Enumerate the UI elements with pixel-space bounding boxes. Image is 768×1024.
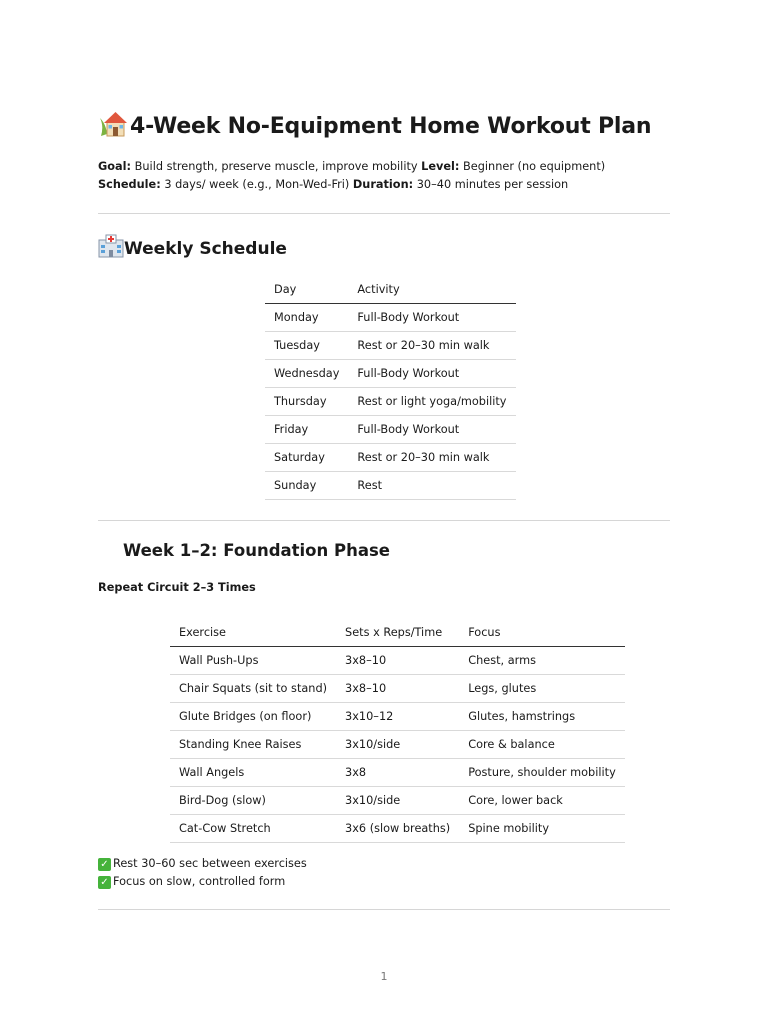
table-cell: Legs, glutes: [459, 675, 625, 703]
note-text: Focus on slow, controlled form: [113, 875, 286, 888]
table-cell: Tuesday: [265, 332, 348, 360]
page-title-text: 4-Week No-Equipment Home Workout Plan: [130, 113, 652, 139]
list-item: [98, 873, 307, 891]
schedule-label: Schedule:: [98, 178, 161, 191]
weekly-schedule-heading-text: Weekly Schedule: [124, 238, 287, 259]
table-cell: Chair Squats (sit to stand): [170, 675, 336, 703]
circuit-subheading: Repeat Circuit 2–3 Times: [98, 581, 256, 594]
table-cell: Full-Body Workout: [348, 416, 515, 444]
column-header: Sets x Reps/Time: [336, 618, 459, 647]
table-row: [265, 304, 516, 332]
divider: [98, 520, 670, 521]
table-cell: Monday: [265, 304, 348, 332]
table-row: [170, 675, 625, 703]
exercise-table: [170, 618, 625, 843]
table-cell: Chest, arms: [459, 647, 625, 675]
page-title: [98, 108, 651, 144]
table-header-row: [170, 618, 625, 647]
table-cell: Bird-Dog (slow): [170, 787, 336, 815]
table-cell: 3x10/side: [336, 787, 459, 815]
table-row: [265, 388, 516, 416]
schedule-value: 3 days/ week (e.g., Mon-Wed-Fri): [164, 178, 350, 191]
table-row: [265, 444, 516, 472]
table-cell: Core & balance: [459, 731, 625, 759]
column-header: Focus: [459, 618, 625, 647]
table-cell: Rest or 20–30 min walk: [348, 332, 515, 360]
duration-label: Duration:: [352, 178, 414, 191]
table-cell: Wall Angels: [170, 759, 336, 787]
table-cell: 3x8–10: [336, 647, 459, 675]
table-cell: Posture, shoulder mobility: [459, 759, 625, 787]
table-cell: Saturday: [265, 444, 348, 472]
table-header-row: [265, 275, 516, 304]
table-cell: 3x6 (slow breaths): [336, 815, 459, 843]
goal-label: Goal:: [98, 160, 132, 173]
weekly-schedule-heading: [98, 234, 287, 263]
table-cell: Full-Body Workout: [348, 304, 515, 332]
table-cell: Rest or light yoga/mobility: [348, 388, 515, 416]
table-cell: Standing Knee Raises: [170, 731, 336, 759]
table-cell: Cat-Cow Stretch: [170, 815, 336, 843]
table-row: [170, 787, 625, 815]
intro-paragraph: [98, 158, 670, 194]
page-number: 1: [380, 970, 388, 983]
column-header: Activity: [348, 275, 515, 304]
check-mark-icon: ✓: [98, 858, 111, 871]
table-row: [170, 815, 625, 843]
table-cell: Thursday: [265, 388, 348, 416]
column-header: Exercise: [170, 618, 336, 647]
hospital-emoji-icon: [98, 234, 124, 263]
duration-value: 30–40 minutes per session: [416, 178, 569, 191]
divider: [98, 213, 670, 214]
table-cell: 3x10/side: [336, 731, 459, 759]
table-cell: Glute Bridges (on floor): [170, 703, 336, 731]
table-row: [170, 647, 625, 675]
table-cell: Wednesday: [265, 360, 348, 388]
table-cell: Rest: [348, 472, 515, 500]
phase-heading: Week 1–2: Foundation Phase: [123, 541, 390, 560]
table-cell: Friday: [265, 416, 348, 444]
table-row: [170, 731, 625, 759]
table-cell: 3x8–10: [336, 675, 459, 703]
level-value: Beginner (no equipment): [463, 160, 606, 173]
table-row: [265, 472, 516, 500]
column-header: Day: [265, 275, 348, 304]
list-item: [98, 855, 307, 873]
table-row: [265, 332, 516, 360]
table-cell: Glutes, hamstrings: [459, 703, 625, 731]
table-cell: Core, lower back: [459, 787, 625, 815]
table-cell: Full-Body Workout: [348, 360, 515, 388]
check-mark-icon: ✓: [98, 876, 111, 889]
table-row: [265, 416, 516, 444]
divider: [98, 909, 670, 910]
level-label: Level:: [421, 160, 460, 173]
weekly-schedule-table: [265, 275, 516, 500]
table-row: [170, 703, 625, 731]
table-cell: Spine mobility: [459, 815, 625, 843]
note-text: Rest 30–60 sec between exercises: [113, 857, 307, 870]
table-row: [170, 759, 625, 787]
table-cell: 3x10–12: [336, 703, 459, 731]
table-cell: Wall Push-Ups: [170, 647, 336, 675]
goal-value: Build strength, preserve muscle, improve mobility: [134, 160, 418, 173]
table-cell: Rest or 20–30 min walk: [348, 444, 515, 472]
table-row: [265, 360, 516, 388]
table-cell: Sunday: [265, 472, 348, 500]
table-cell: 3x8: [336, 759, 459, 787]
notes-list: [98, 855, 307, 891]
house-emoji-icon: [98, 108, 130, 144]
